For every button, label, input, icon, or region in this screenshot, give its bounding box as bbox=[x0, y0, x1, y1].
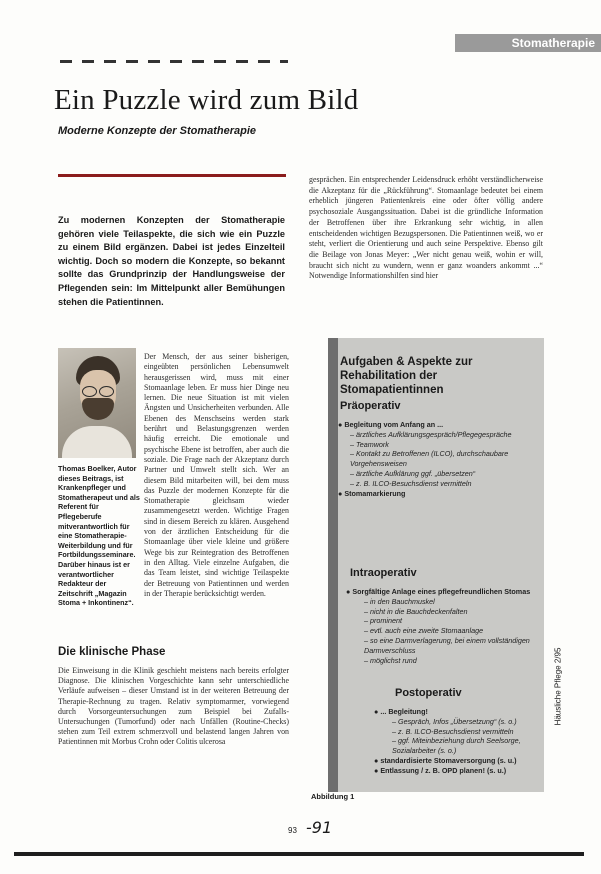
list-item: ● Entlassung / z. B. OPD planen! (s. u.) bbox=[374, 765, 507, 775]
figure-label: Abbildung 1 bbox=[311, 792, 355, 801]
list-item: – ärztliches Aufklärungsgespräch/Pflegegespräche bbox=[350, 429, 512, 439]
clinical-phase-heading: Die klinische Phase bbox=[58, 646, 166, 658]
section-heading-postoperativ: Postoperativ bbox=[395, 687, 462, 699]
decorative-dash-line bbox=[60, 60, 288, 63]
list-item: – Kontakt zu Betroffenen (ILCO), durchschaubare Vorgehensweisen bbox=[350, 449, 509, 469]
figure-box-title: Aufgaben & Aspekte zur Rehabilitation der Stomapatientinnen bbox=[340, 356, 473, 396]
right-column-text: gesprächen. Ein entsprechender Leidensdruck erhöht verständlicherweise die Akzeptanz für die „Rückführung“. Stomaanlage bedeutet bei einem erheblich jüngeren Patientenkreis eine oder öfter völlig andere psychosoziale Ausgangssituation. Dabei ist die gründliche Information der Betroffenen über ihre Erkrankung sehr wichtig, in allen entscheidenden wichtigen Bezugspersonen. Die Patientinnen weiß, wo er steht, verliert die Orientierung und auch seine Perspektive. Ebenso gilt die Beilage von Jonas Meyer: „Wer nicht genau weiß, wohin er will, braucht sich nicht zu wundern, wenn er ganz woanders ankommt ...“ Notwendige Informationshilfen sind hier bbox=[309, 175, 543, 281]
list-item: – Teamwork bbox=[350, 439, 389, 449]
list-item: – z. B. ILCO-Besuchsdienst vermitteln bbox=[350, 478, 472, 488]
middle-column-text: Der Mensch, der aus seiner bisherigen, eingeübten persönlichen Lebensumwelt herausgerissen wird, muss mit einer Stomaanlage leben. Er muss hier Dinge neu lernen. Die neue Situation ist mit vielen Ängsten und Unsicherheiten verbunden. Alle Ebenen des Menschseins werden stark berührt und Belastungsgrenzen werden häufig erreicht. Die emotionale und psychische Ebene ist betroffen, aber auch die soziale. Die Frage nach der Akzeptanz durch Partner und Umwelt stellt sich. Wer an diesem Bild mitarbeiten will, bei dem muss das Puzzle der modernen Konzepte für die Stomatherapie gleichsam wieder zusammengesetzt werden. Wichtige Fragen sind in diesem Bereich zu klären. Ausgehend von der ärztlichen Entscheidung für die Stomaanlage über viele kleine und größere Wege bis zur Reintegration des Betroffenen in den Alltag. Viele einzelne Aufgaben, die das Team leistet, sind wichtige Teilaspekte der Betreuung von Patientinnen und werden in der Therapie berücksichtigt werden. bbox=[144, 352, 289, 598]
list-item: – ärztliche Aufklärung ggf. „übersetzen“ bbox=[350, 468, 476, 478]
page-number: 93 bbox=[288, 826, 297, 835]
list-item: ● standardisierte Stomaversorgung (s. u.) bbox=[374, 755, 517, 765]
clinical-phase-text: Die Einweisung in die Klinik geschieht meistens nach bereits erfolgter Diagnose. Die klinischen Vorgeschichte kann sehr unterschiedliche Verläufe aufweisen – dieser Umstand ist in der weiteren Betreuung der Therapie-Rechnung zu tragen. Relativ symptomarmer, vorwiegend durch Vorsorgeuntersuchungen zum Beispiel bei Zufalls-Untersuchungen (Tumorfund) oder nach Unfällen (Routine-Checks) stehen zum Teil extrem schmerzvoll und belastend langen Jahren von Patientinnen mit Morbus Crohn oder Colitis ulcerosa bbox=[58, 666, 289, 747]
vertical-source-note bbox=[552, 628, 564, 748]
article-title: Ein Puzzle wird zum Bild bbox=[54, 84, 359, 116]
bottom-rule bbox=[14, 852, 584, 856]
list-item: – z. B. ILCO-Besuchsdienst vermitteln bbox=[392, 726, 514, 736]
intro-rule bbox=[58, 174, 286, 177]
photo-caption: Thomas Boelker, Autor dieses Beitrags, ist Krankenpfleger und Stomatherapeut und als Referent für Pflegeberufe mitverantwortlich für eine Stomatherapie-Weiterbildung und für Fortbildungsseminare. Darüber hinaus ist er verantwortlicher Redakteur der Zeitschrift „Magazin Stoma + Inkontinenz“. bbox=[58, 464, 140, 608]
postoperativ-list bbox=[374, 707, 538, 776]
section-heading-preoperativ: Präoperativ bbox=[340, 400, 401, 412]
preoperativ-list bbox=[338, 420, 538, 498]
vertical-source-text: Häusliche Pflege 2/95 bbox=[553, 647, 563, 726]
article-subtitle: Moderne Konzepte der Stomatherapie bbox=[58, 125, 257, 137]
list-item: – in den Bauchmuskel bbox=[364, 596, 435, 606]
section-tag: Stomatherapie bbox=[455, 34, 601, 52]
handwritten-mark: -91 bbox=[306, 818, 333, 837]
list-item: ● Sorgfältige Anlage eines pflegefreundlichen Stomas bbox=[346, 587, 531, 596]
list-item: – so eine Darmverlagerung, bei einem vollständigen bbox=[364, 635, 530, 645]
section-heading-intraoperativ: Intraoperativ bbox=[350, 567, 417, 579]
list-item: – möglichst rund bbox=[364, 655, 417, 665]
list-item: – Gespräch, Infos „Übersetzung“ (s. o.) bbox=[392, 716, 517, 726]
intraoperativ-list bbox=[346, 587, 540, 665]
author-photo bbox=[58, 348, 136, 458]
list-item: Darmverschluss bbox=[364, 645, 416, 655]
list-item: – nicht in die Bauchdeckenfalten bbox=[364, 606, 468, 616]
list-item: ● Stomamarkierung bbox=[338, 488, 406, 498]
list-item: – prominent bbox=[364, 616, 402, 626]
article-intro: Zu modernen Konzepten der Stomatherapie gehören viele Teilaspekte, die sich wie ein Puzzle zu einem Bild ergänzen. Dabei ist jedes Einzelteil wichtig. Doch so modern die Konzepte, so bekannt sollte das Grundprinzip der Handlungsweise der Pflegenden sein: Im Mittelpunkt aller Bemühungen stehen die Patientinnen. bbox=[58, 215, 285, 307]
list-item: ● Begleitung vom Anfang an ... bbox=[338, 420, 444, 429]
list-item: – ggf. Miteinbeziehung durch Seelsorge, Sozialarbeiter (s. o.) bbox=[392, 736, 521, 756]
list-item: – evtl. auch eine zweite Stomaanlage bbox=[364, 626, 484, 636]
list-item: ● ... Begleitung! bbox=[374, 707, 428, 716]
